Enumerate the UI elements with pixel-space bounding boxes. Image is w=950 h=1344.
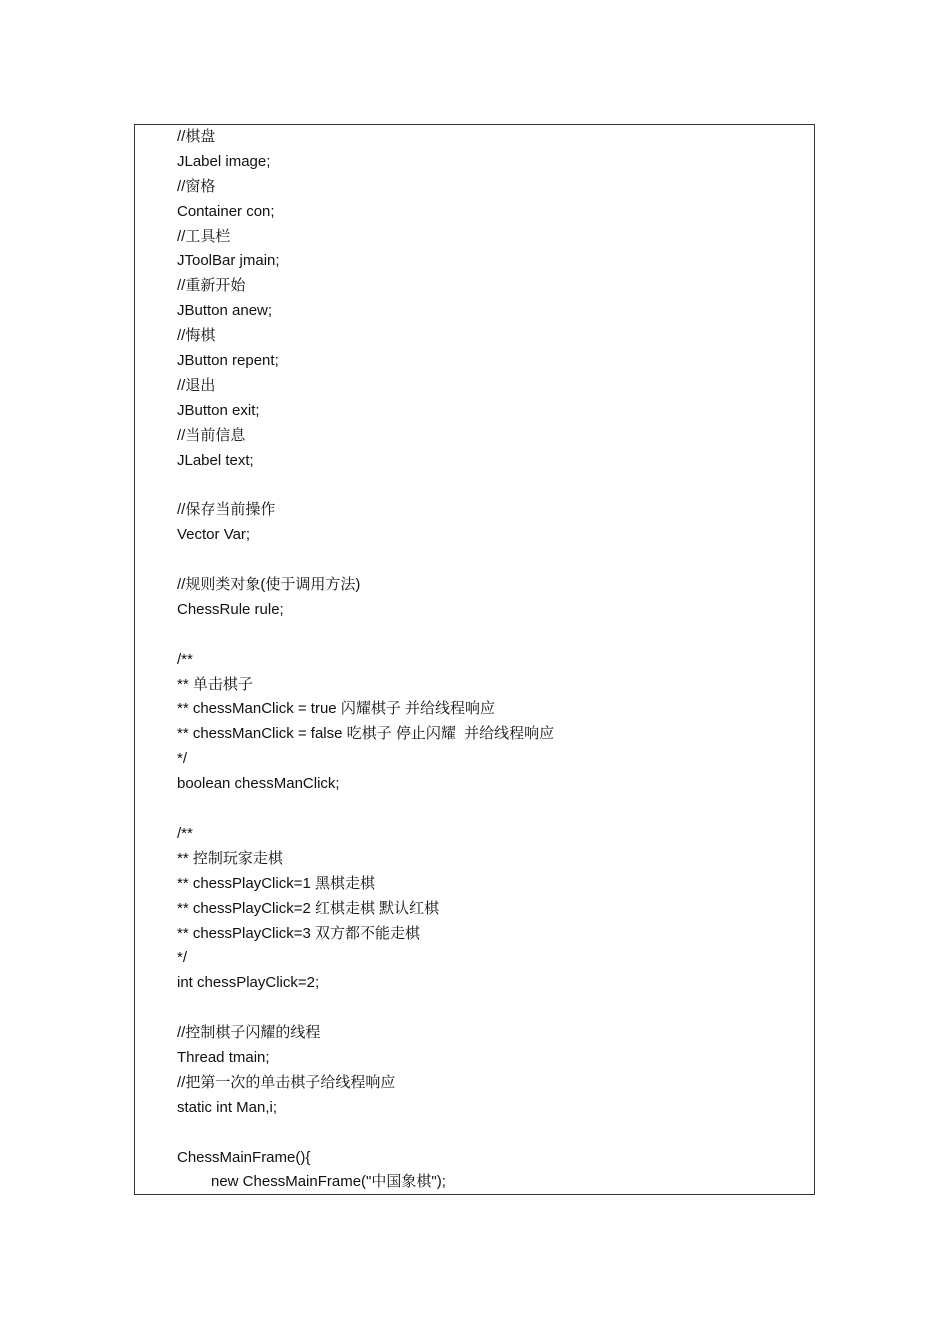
code-line: ChessMainFrame(){ — [177, 1148, 311, 1166]
code-line: ** chessManClick = false 吃棋子 停止闪耀 并给线程响应 — [177, 725, 555, 743]
code-line: JToolBar jmain; — [177, 252, 280, 270]
code-line: boolean chessManClick; — [177, 775, 340, 793]
code-line: ** chessPlayClick=2 红棋走棋 默认红棋 — [177, 899, 440, 917]
code-line: */ — [177, 949, 188, 967]
code-line: //规则类对象(使于调用方法) — [177, 576, 361, 594]
code-lines — [177, 125, 804, 1195]
code-line: ** chessPlayClick=1 黑棋走棋 — [177, 874, 375, 892]
code-line: ** 单击棋子 — [177, 675, 253, 693]
code-line: ** 控制玩家走棋 — [177, 849, 283, 867]
code-line: //悔棋 — [177, 327, 216, 345]
code-listing-box — [134, 124, 815, 1195]
blank-line — [177, 623, 804, 648]
code-line: //工具栏 — [177, 227, 231, 245]
code-line: ** chessManClick = true 闪耀棋子 并给线程响应 — [177, 700, 495, 718]
code-line: //退出 — [177, 376, 216, 394]
code-line: JButton anew; — [177, 302, 273, 320]
code-line: JButton exit; — [177, 401, 260, 419]
code-line: //把第一次的单击棋子给线程响应 — [177, 1073, 396, 1091]
code-line: ChessRule rule; — [177, 600, 284, 618]
code-line: JLabel text; — [177, 451, 254, 469]
blank-line — [177, 548, 804, 573]
code-line: ** chessPlayClick=3 双方都不能走棋 — [177, 924, 420, 942]
code-line: /** — [177, 650, 193, 668]
code-line: Container con; — [177, 202, 275, 220]
code-line: //当前信息 — [177, 426, 246, 444]
code-line: Vector Var; — [177, 526, 251, 544]
blank-line — [177, 473, 804, 498]
blank-line — [177, 996, 804, 1021]
code-line: */ — [177, 750, 188, 768]
code-line-indented: new ChessMainFrame("中国象棋"); — [211, 1173, 446, 1191]
code-line: /** — [177, 824, 193, 842]
code-line: //重新开始 — [177, 277, 246, 295]
code-line: static int Man,i; — [177, 1098, 278, 1116]
code-line: JButton repent; — [177, 352, 279, 370]
code-line: //棋盘 — [177, 128, 216, 145]
code-line: //控制棋子闪耀的线程 — [177, 1024, 321, 1042]
code-line: int chessPlayClick=2; — [177, 974, 320, 992]
code-line: //保存当前操作 — [177, 501, 276, 519]
code-line: JLabel image; — [177, 152, 271, 170]
blank-line — [177, 1121, 804, 1146]
code-line: //窗格 — [177, 177, 216, 195]
blank-line — [177, 797, 804, 822]
code-line: Thread tmain; — [177, 1048, 270, 1066]
